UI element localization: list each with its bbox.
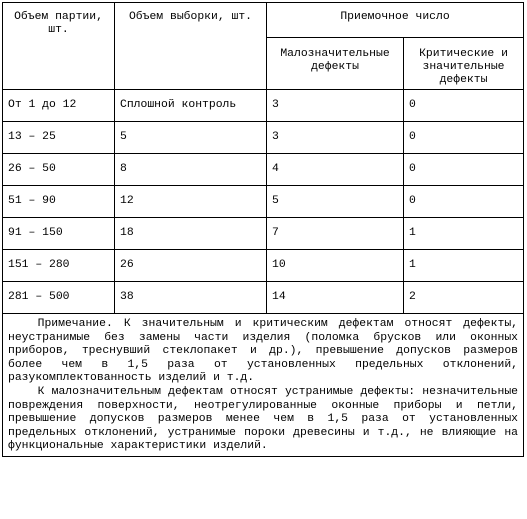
cell-minor: 3 <box>267 90 404 122</box>
cell-critical: 0 <box>404 122 524 154</box>
header-acceptance-number: Приемочное число <box>267 3 524 38</box>
cell-minor: 10 <box>267 250 404 282</box>
cell-critical: 2 <box>404 282 524 314</box>
note-row <box>3 314 524 457</box>
document <box>2 2 523 457</box>
header-lot-size: Объем партии, шт. <box>3 3 115 90</box>
table-row <box>3 90 524 122</box>
cell-lot: 151 – 280 <box>3 250 115 282</box>
cell-minor: 3 <box>267 122 404 154</box>
cell-sample: 26 <box>115 250 267 282</box>
cell-lot: 26 – 50 <box>3 154 115 186</box>
cell-sample: 38 <box>115 282 267 314</box>
cell-sample: 18 <box>115 218 267 250</box>
table-row <box>3 282 524 314</box>
cell-sample: 5 <box>115 122 267 154</box>
header-critical-major-defects: Критические и значительные дефекты <box>404 38 524 90</box>
cell-minor: 5 <box>267 186 404 218</box>
cell-sample: 12 <box>115 186 267 218</box>
cell-minor: 14 <box>267 282 404 314</box>
cell-lot: 91 – 150 <box>3 218 115 250</box>
cell-critical: 1 <box>404 250 524 282</box>
cell-lot: 13 – 25 <box>3 122 115 154</box>
cell-critical: 0 <box>404 90 524 122</box>
cell-lot: 281 – 500 <box>3 282 115 314</box>
note-paragraph-2: К малозначительным дефектам относят устранимые дефекты: незначительные повреждения поверхности, неотрегулированные оконные приборы и петли, превышение допусков размеров менее чем в 1,5 раза от установленных предельных отклонений, устранимые пороки древесины и т.д., не влияющие на функциональные характеристики изделий. <box>8 385 518 453</box>
cell-sample: 8 <box>115 154 267 186</box>
table-row <box>3 250 524 282</box>
table-row <box>3 154 524 186</box>
cell-minor: 4 <box>267 154 404 186</box>
note-cell <box>3 314 524 457</box>
table-row <box>3 218 524 250</box>
cell-critical: 0 <box>404 186 524 218</box>
cell-sample: Сплошной контроль <box>115 90 267 122</box>
header-sample-size: Объем выборки, шт. <box>115 3 267 90</box>
note-paragraph-1: Примечание. К значительным и критическим дефектам относят дефекты, неустранимые без замены части изделия (поломка брусков или оконных приборов, треснувший стеклопакет и др.), превышение допусков размеров более чем в 1,5 раза от установленных предельных отклонений, разукомплектованность изделий и т.д. <box>8 318 518 385</box>
cell-lot: 51 – 90 <box>3 186 115 218</box>
table-row <box>3 186 524 218</box>
cell-minor: 7 <box>267 218 404 250</box>
cell-lot: От 1 до 12 <box>3 90 115 122</box>
table-row <box>3 122 524 154</box>
cell-critical: 0 <box>404 154 524 186</box>
acceptance-table <box>2 2 524 457</box>
header-minor-defects: Малозначительные дефекты <box>267 38 404 90</box>
cell-critical: 1 <box>404 218 524 250</box>
